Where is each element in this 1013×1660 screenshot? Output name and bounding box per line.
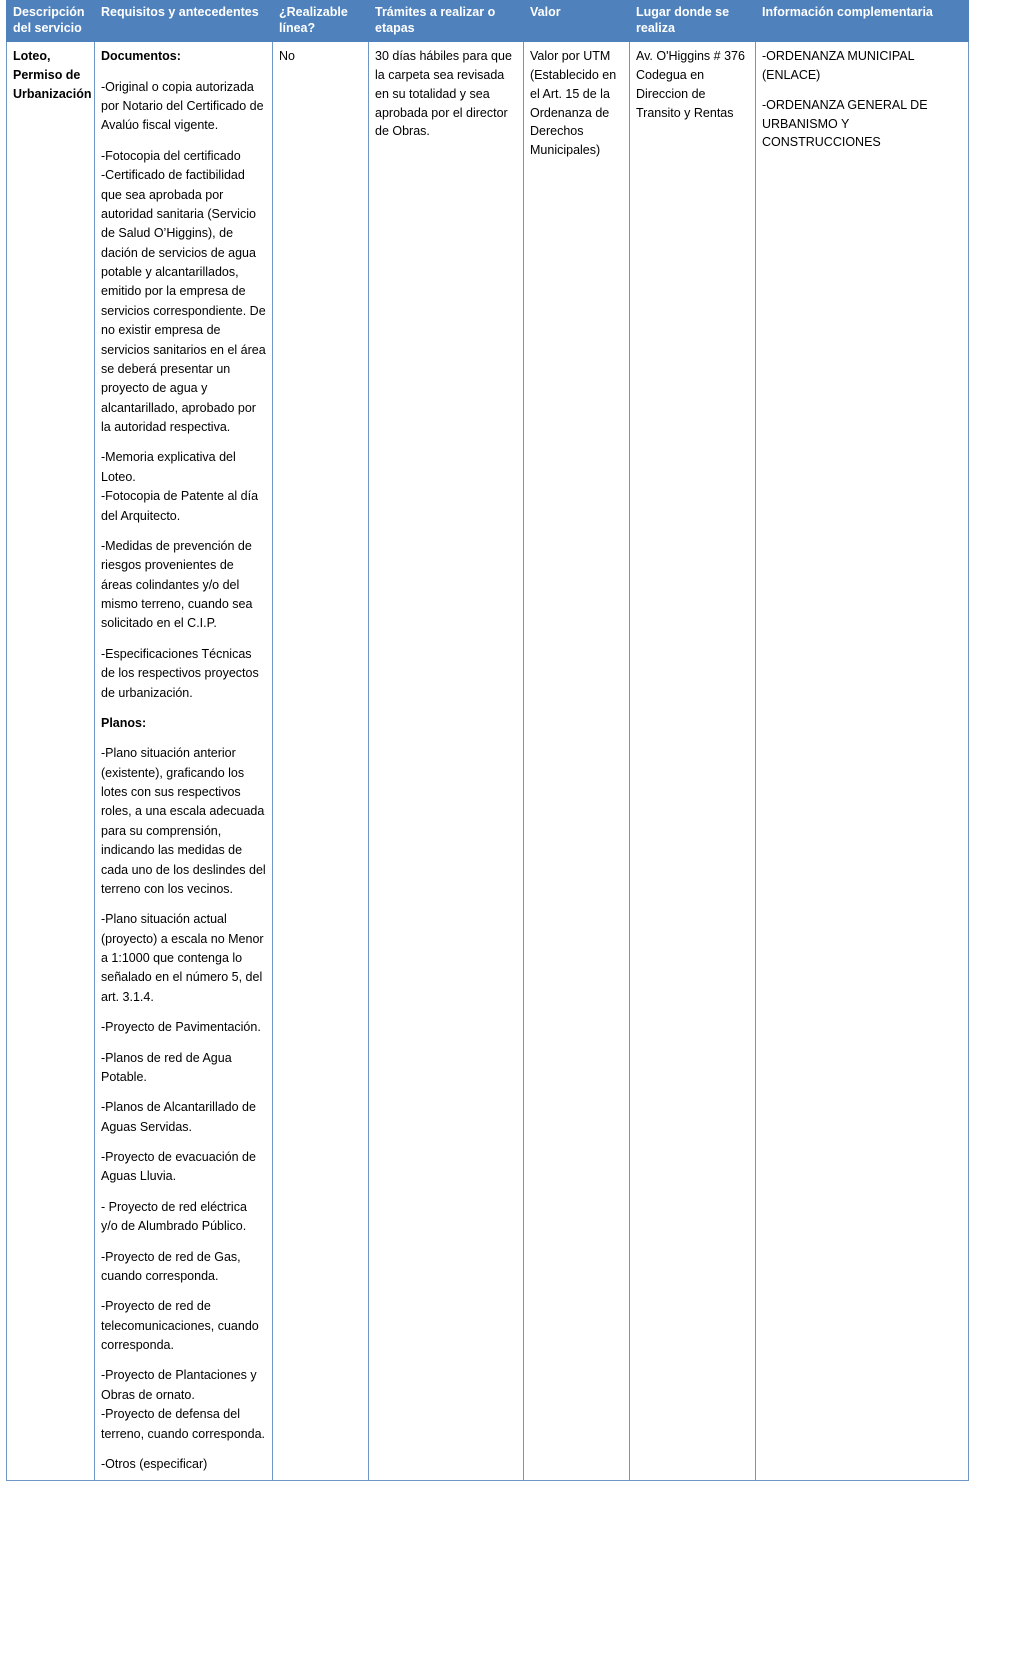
requisitos-plano-item: -Proyecto de evacuación de Aguas Lluvia. [101,1150,256,1184]
requisitos-plano-item: -Otros (especificar) [101,1456,208,1471]
column-header-realizable-linea: ¿Realizable línea? [273,1,369,42]
requisitos-documento-item: -Certificado de factibilidad que sea aprobada por autoridad sanitaria (Servicio de Salud O’Higgins), de dación de servicios de agua potable y alcantarillados, emitido por la empresa de servicios correspondiente. De no existir empresa de servicios sanitarios en el área se deberá presentar un proyecto de agua y alcantarillado, aprobado por la autoridad respectiva. [101,168,266,434]
column-header-requisitos: Requisitos y antecedentes [95,1,273,42]
informacion-item: -ORDENANZA MUNICIPAL (ENLACE) [762,49,915,82]
cell-valor: Valor por UTM (Establecido en el Art. 15 de la Ordenanza de Derechos Municipales) [524,42,630,1481]
requisitos-plano-item: -Planos de red de Agua Potable. [101,1050,232,1084]
cell-tramites: 30 días hábiles para que la carpeta sea revisada en su totalidad y sea aprobada por el director de Obras. [369,42,524,1481]
requisitos-plano-item: -Proyecto de defensa del terreno, cuando corresponda. [101,1407,265,1441]
requisitos-plano-item: -Proyecto de Pavimentación. [101,1020,261,1035]
cell-informacion [756,42,969,1481]
cell-requisitos [95,42,273,1481]
cell-descripcion: Loteo, Permiso de Urbanización [7,42,95,1481]
requisitos-plano-item: -Plano situación anterior (existente), graficando los lotes con sus respectivos roles, a una escala adecuada para su comprensión, indicando las medidas de cada uno de los deslindes del terreno con los vecinos. [101,746,266,896]
requisitos-documento-item: -Medidas de prevención de riesgos provenientes de áreas colindantes y/o del mismo terreno, cuando sea solicitado en el C.I.P. [101,538,253,631]
column-header-informacion: Información complementaria [756,1,969,42]
requisitos-plano-item: -Proyecto de red de telecomunicaciones, cuando corresponda. [101,1299,259,1352]
requisitos-documento-item: -Fotocopia del certificado [101,148,241,163]
requisitos-plano-item: - Proyecto de red eléctrica y/o de Alumbrado Público. [101,1199,247,1234]
table-header-row [7,1,969,42]
column-header-lugar: Lugar donde se realiza [630,1,756,42]
column-header-descripcion: Descripción del servicio [7,1,95,42]
cell-lugar: Av. O'Higgins # 376 Codegua en Direccion de Transito y Rentas [630,42,756,1481]
cell-realizable-linea: No [273,42,369,1481]
requisitos-plano-item: -Planos de Alcantarillado de Aguas Servidas. [101,1100,256,1134]
requisitos-documento-item: -Original o copia autorizada por Notario del Certificado de Avalúo fiscal vigente. [101,79,264,133]
requisitos-planos-title: Planos: [101,715,147,730]
requisitos-documentos-title: Documentos: [101,49,181,64]
requisitos-plano-item: -Plano situación actual (proyecto) a escala no Menor a 1:1000 que contenga lo señalado en el número 5, del art. 3.1.4. [101,912,264,1004]
informacion-item: -ORDENANZA GENERAL DE URBANISMO Y CONSTRUCCIONES [762,97,928,150]
requisitos-plano-item: -Proyecto de red de Gas, cuando corresponda. [101,1249,241,1283]
table-row [7,42,969,1481]
requisitos-documento-item: -Fotocopia de Patente al día del Arquitecto. [101,489,259,523]
requisitos-plano-item: -Proyecto de Plantaciones y Obras de ornato. [101,1368,257,1402]
requirements-table [6,0,969,1481]
requisitos-documento-item: -Especificaciones Técnicas de los respectivos proyectos de urbanización. [101,646,259,700]
requisitos-documento-item: -Memoria explicativa del Loteo. [101,450,236,484]
column-header-tramites: Trámites a realizar o etapas [369,1,524,42]
column-header-valor: Valor [524,1,630,42]
